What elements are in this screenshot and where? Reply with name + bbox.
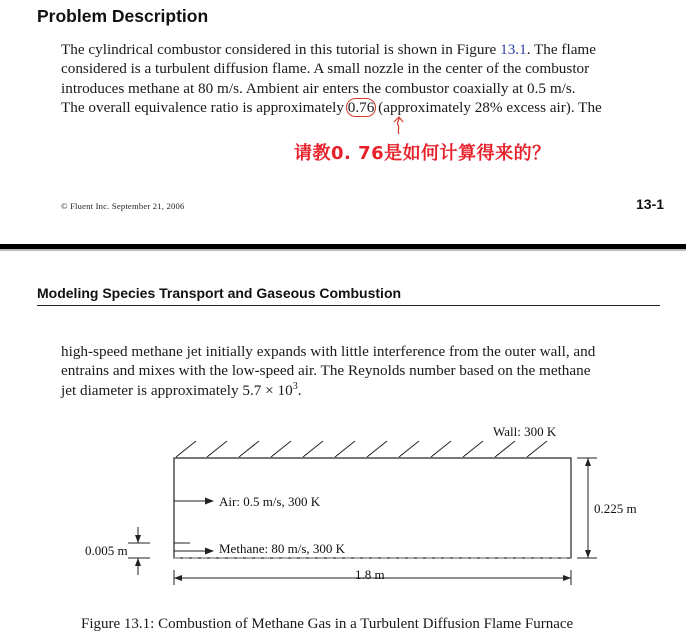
para-line-3: introduces methane at 80 m/s. Ambient air enters the combustor coaxially at 0.5 m/s. (61, 79, 576, 97)
para2-line-3: jet diameter is approximately $5.7 \times 10^3$. (61, 380, 302, 399)
combustor-diagram (0, 415, 686, 600)
para-line-1: The cylindrical combustor considered in this tutorial is shown in Figure 13.1. The flame (61, 41, 596, 58)
nozzle-dimension-label: 0.005 m (85, 543, 128, 558)
annotation-squiggle (388, 116, 410, 136)
body-paragraph (61, 342, 661, 400)
methane-inlet-label: Methane: 80 m/s, 300 K (219, 541, 346, 556)
section-heading: Problem Description (37, 6, 209, 26)
para2-line-2: entrains and mixes with the low-speed air. The Reynolds number based on the methane (61, 362, 591, 380)
wall-label: Wall: 300 K (493, 424, 557, 439)
figure-link[interactable]: 13.1 (500, 41, 527, 58)
para-line-4: The overall equivalence ratio is approximately 0.76 (approximately 28% excess air). The (61, 98, 602, 116)
para2-line-1: high-speed methane jet initially expands with little interference from the outer wall, and (61, 343, 596, 360)
handwritten-question: 请教0. 76是如何计算得来的？ (294, 143, 551, 164)
page-footer-copyright: © Fluent Inc. September 21, 2006 (61, 201, 185, 211)
length-dimension-label: 1.8 m (355, 567, 385, 582)
page-number: 13-1 (636, 196, 665, 212)
page-separator-shadow (0, 249, 686, 251)
circled-value: 0.76 (347, 98, 375, 116)
running-header-rule (37, 305, 660, 306)
height-dimension-label: 0.225 m (594, 501, 637, 516)
para-line-2: considered is a turbulent diffusion flame. A small nozzle in the center of the combustor (61, 60, 590, 78)
running-header: Modeling Species Transport and Gaseous Combustion (37, 285, 402, 301)
air-inlet-label: Air: 0.5 m/s, 300 K (219, 494, 321, 509)
wall-hatching (176, 441, 547, 457)
intro-paragraph (61, 40, 661, 117)
figure-caption: Figure 13.1: Combustion of Methane Gas in a Turbulent Diffusion Flame Furnace (81, 616, 574, 632)
